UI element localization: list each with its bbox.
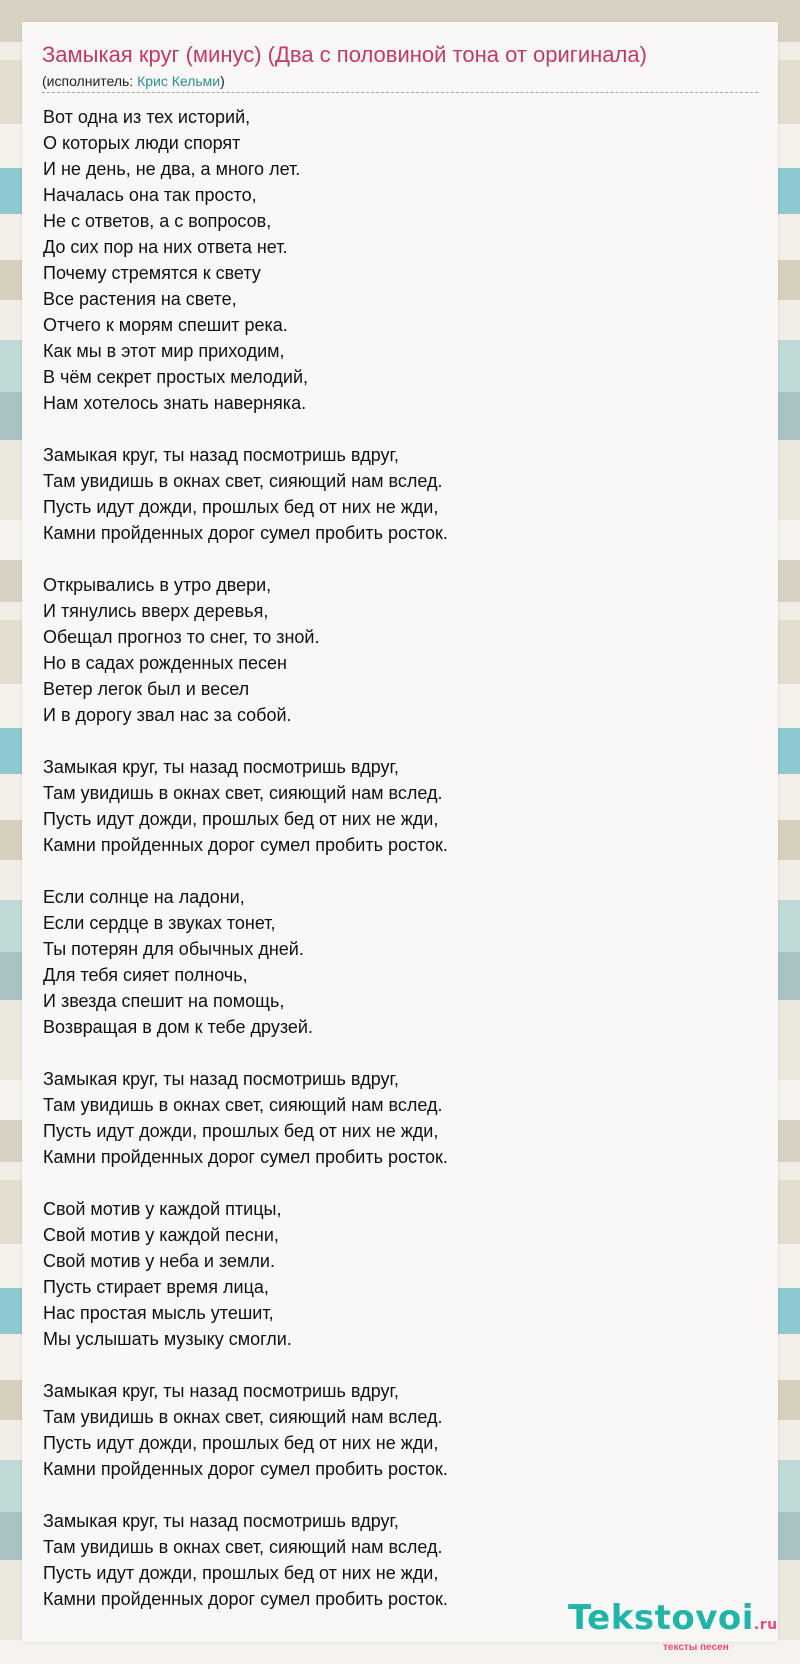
lyrics-line: Замыкая круг, ты назад посмотришь вдруг, — [43, 1069, 399, 1089]
lyrics-line: И звезда спешит на помощь, — [43, 991, 285, 1011]
lyrics-line: Замыкая круг, ты назад посмотришь вдруг, — [43, 1511, 399, 1531]
lyrics-line: Как мы в этот мир приходим, — [43, 341, 285, 361]
lyrics-line: Почему стремятся к свету — [43, 263, 261, 283]
lyrics-line: Началась она так просто, — [43, 185, 257, 205]
lyrics-line: Пусть идут дожди, прошлых бед от них не жди, — [43, 809, 439, 829]
lyrics-line: Свой мотив у неба и земли. — [43, 1251, 275, 1271]
lyrics-stanza — [43, 884, 743, 1040]
page-title: Замыкая круг (минус) (Два с половиной тона от оригинала) — [42, 42, 647, 67]
lyrics-line: Там увидишь в окнах свет, сияющий нам вслед. — [43, 1537, 443, 1557]
lyrics-line: Отчего к морям спешит река. — [43, 315, 288, 335]
lyrics-line: До сих пор на них ответа нет. — [43, 237, 288, 257]
lyrics-stanza — [43, 442, 743, 546]
lyrics-line: Пусть идут дожди, прошлых бед от них не жди, — [43, 1121, 439, 1141]
lyrics-line: Ты потерян для обычных дней. — [43, 939, 304, 959]
lyrics-line: Мы услышать музыку смогли. — [43, 1329, 292, 1349]
logo-name: Tekstovoi — [568, 1598, 754, 1638]
lyrics-stanza — [43, 1378, 743, 1482]
lyrics-line: Если солнце на ладони, — [43, 887, 245, 907]
lyrics-line: В чём секрет простых мелодий, — [43, 367, 308, 387]
artist-suffix: ) — [220, 73, 225, 89]
logo-tld: .ru — [753, 1617, 778, 1633]
artist-prefix: (исполнитель: — [42, 73, 138, 89]
lyrics-line: О которых люди спорят — [43, 133, 241, 153]
logo-tagline: тексты песен — [663, 1642, 729, 1653]
lyrics-line: Ветер легок был и весел — [43, 679, 250, 699]
lyrics-line: Нам хотелось знать наверняка. — [43, 393, 307, 413]
lyrics-line: Камни пройденных дорог сумел пробить росток. — [43, 835, 448, 855]
lyrics-line: И в дорогу звал нас за собой. — [43, 705, 292, 725]
lyrics-text — [43, 104, 743, 1612]
lyrics-line: Там увидишь в окнах свет, сияющий нам вслед. — [43, 1407, 443, 1427]
lyrics-line: Там увидишь в окнах свет, сияющий нам вслед. — [43, 1095, 443, 1115]
lyrics-line: Возвращая в дом к тебе друзей. — [43, 1017, 313, 1037]
artist-line — [42, 73, 225, 89]
lyrics-line: Свой мотив у каждой птицы, — [43, 1199, 282, 1219]
lyrics-line: Замыкая круг, ты назад посмотришь вдруг, — [43, 757, 399, 777]
lyrics-stanza — [43, 1196, 743, 1352]
site-logo[interactable] — [568, 1598, 778, 1638]
lyrics-line: Обещал прогноз то снег, то зной. — [43, 627, 320, 647]
lyrics-line: Все растения на свете, — [43, 289, 237, 309]
lyrics-line: Не с ответов, а с вопросов, — [43, 211, 272, 231]
lyrics-line: Если сердце в звуках тонет, — [43, 913, 276, 933]
lyrics-line: Открывались в утро двери, — [43, 575, 272, 595]
lyrics-line: Пусть идут дожди, прошлых бед от них не жди, — [43, 1563, 439, 1583]
lyrics-stanza — [43, 104, 743, 416]
lyrics-line: Нас простая мысль утешит, — [43, 1303, 274, 1323]
lyrics-stanza — [43, 1508, 743, 1612]
artist-link[interactable]: Крис Кельми — [137, 73, 221, 89]
lyrics-line: Камни пройденных дорог сумел пробить росток. — [43, 1589, 448, 1609]
header-divider — [42, 92, 758, 93]
lyrics-line: И тянулись вверх деревья, — [43, 601, 269, 621]
lyrics-line: Камни пройденных дорог сумел пробить росток. — [43, 523, 448, 543]
lyrics-line: Замыкая круг, ты назад посмотришь вдруг, — [43, 445, 399, 465]
lyrics-line: Для тебя сияет полночь, — [43, 965, 248, 985]
lyrics-stanza — [43, 1066, 743, 1170]
lyrics-line: Но в садах рожденных песен — [43, 653, 288, 673]
lyrics-line: Пусть идут дожди, прошлых бед от них не жди, — [43, 1433, 439, 1453]
lyrics-line: Пусть идут дожди, прошлых бед от них не жди, — [43, 497, 439, 517]
lyrics-line: Свой мотив у каждой песни, — [43, 1225, 279, 1245]
lyrics-line: Камни пройденных дорог сумел пробить росток. — [43, 1459, 448, 1479]
lyrics-stanza — [43, 754, 743, 858]
lyrics-line: Там увидишь в окнах свет, сияющий нам вслед. — [43, 471, 443, 491]
lyrics-line: Пусть стирает время лица, — [43, 1277, 269, 1297]
lyrics-line: Камни пройденных дорог сумел пробить росток. — [43, 1147, 448, 1167]
lyrics-line: Замыкая круг, ты назад посмотришь вдруг, — [43, 1381, 399, 1401]
lyrics-line: Там увидишь в окнах свет, сияющий нам вслед. — [43, 783, 443, 803]
lyrics-line: И не день, не два, а много лет. — [43, 159, 301, 179]
lyrics-line: Вот одна из тех историй, — [43, 107, 251, 127]
lyrics-stanza — [43, 572, 743, 728]
